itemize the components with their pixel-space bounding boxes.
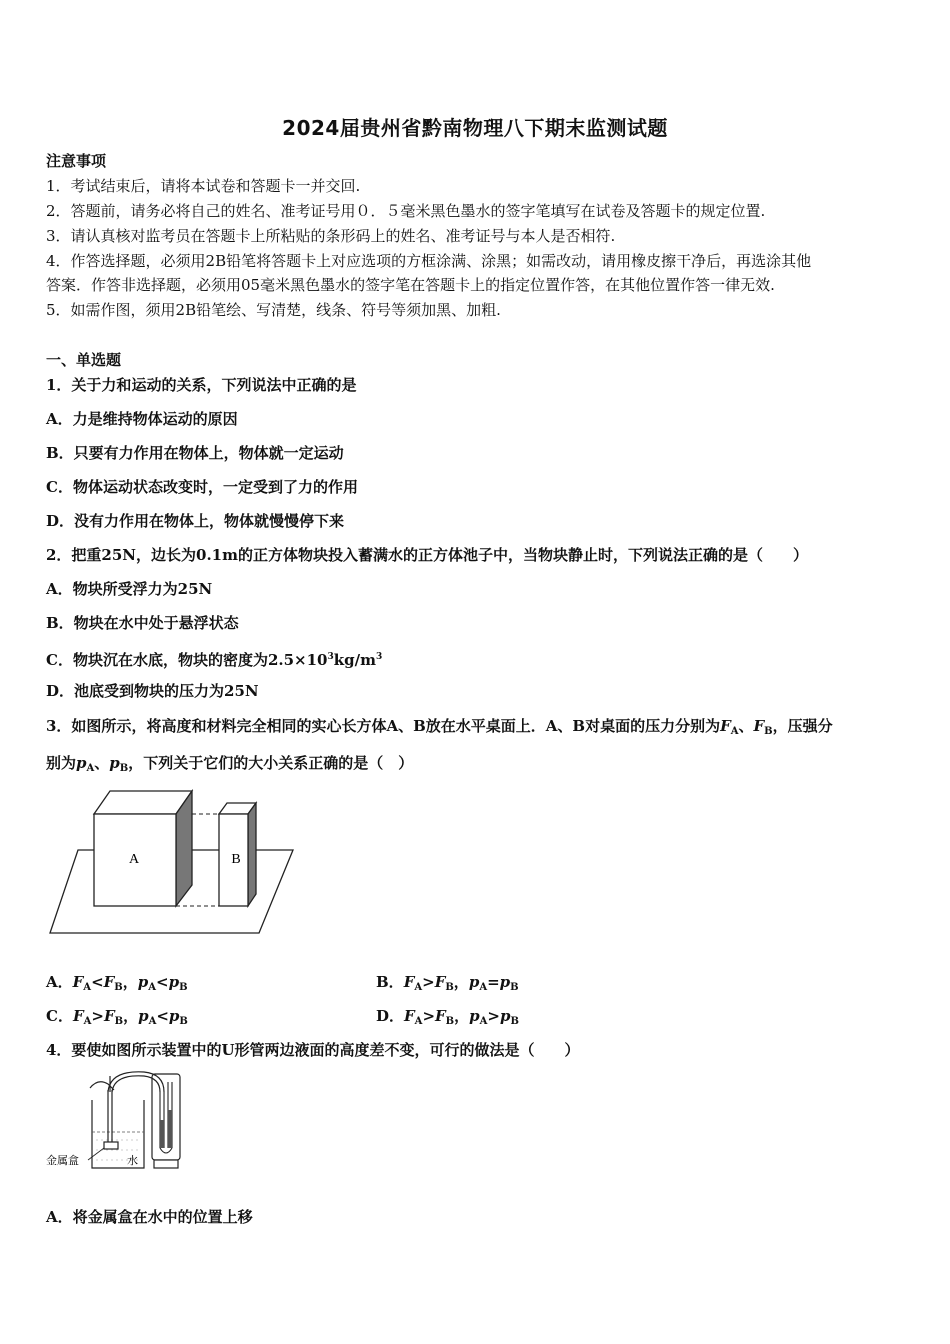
notice-item: 1．考试结束后，请将本试卷和答题卡一并交回.	[46, 177, 361, 195]
section-heading: 一、单选题	[46, 351, 122, 369]
water-label: 水	[127, 1155, 138, 1167]
question-2-option-d: D．池底受到物块的压力为25N	[46, 682, 259, 700]
question-1-option-b: B．只要有力作用在物体上，物体就一定运动	[46, 444, 344, 462]
notice-item: 4．作答选择题，必须用2B铅笔将答题卡上对应选项的方框涂满、涂黑；如需改动，请用橡皮擦干净后，再选涂其他	[46, 252, 812, 270]
notice-heading: 注意事项	[46, 152, 107, 170]
question-1-option-c: C．物体运动状态改变时，一定受到了力的作用	[46, 478, 358, 496]
notice-item: 2．答题前，请务必将自己的姓名、准考证号用０．５毫米黑色墨水的签字笔填写在试卷及答题卡的规定位置.	[46, 202, 766, 220]
question-3-option-d: D．$F_A>F_B$，$p_A>p_B$	[376, 1007, 519, 1027]
block-b-label: B	[231, 852, 241, 867]
notice-item: 答案．作答非选择题，必须用05毫米黑色墨水的签字笔在答题卡上的指定位置作答，在其他位置作答一律无效.	[46, 276, 775, 294]
metal-box-label: 金属盒	[46, 1155, 79, 1167]
question-1-option-d: D．没有力作用在物体上，物体就慢慢停下来	[46, 512, 345, 530]
question-3-option-c: C．$F_A>F_B$，$p_A<p_B$	[46, 1007, 188, 1027]
notice-item: 5．如需作图，须用2B铅笔绘、写清楚，线条、符号等须加黑、加粗.	[46, 301, 501, 319]
question-3-stem-line2: 别为$p_A$、$p_B$，下列关于它们的大小关系正确的是（ ）	[46, 754, 414, 774]
question-2-stem: 2．把重25N，边长为0.1m的正方体物块投入蓄满水的正方体池子中，当物块静止时，下列说法正确的是（ ）	[46, 546, 808, 564]
question-3-figure	[46, 788, 298, 936]
notice-item: 3．请认真核对监考员在答题卡上所粘贴的条形码上的姓名、准考证号与本人是否相符.	[46, 227, 616, 245]
question-2-option-a: A．物块所受浮力为25N	[46, 580, 213, 598]
question-4-stem: 4．要使如图所示装置中的U形管两边液面的高度差不变，可行的做法是（ ）	[46, 1041, 580, 1059]
question-3-option-a: A．$F_A<F_B$，$p_A<p_B$	[46, 973, 188, 993]
question-4-option-a: A．将金属盒在水中的位置上移	[46, 1208, 253, 1226]
block-a-label: A	[128, 852, 140, 867]
page-title: 2024届贵州省黔南物理八下期末监测试题	[282, 116, 668, 140]
question-3-option-b: B．$F_A>F_B$，$p_A=p_B$	[376, 973, 519, 993]
question-4-figure	[44, 1070, 190, 1176]
question-2-option-b: B．物块在水中处于悬浮状态	[46, 614, 239, 632]
question-1-option-a: A．力是维持物体运动的原因	[46, 410, 238, 428]
question-3-stem-line1: 3．如图所示，将高度和材料完全相同的实心长方体A、B放在水平桌面上．A、B对桌面的压力分别为$F_A$、$F_B$，压强分	[46, 717, 833, 737]
question-2-option-c: C．物块沉在水底，物块的密度为$2.5\times 10^3kg/m^3$	[46, 651, 383, 669]
question-1-stem: 1．关于力和运动的关系，下列说法中正确的是	[46, 376, 357, 394]
